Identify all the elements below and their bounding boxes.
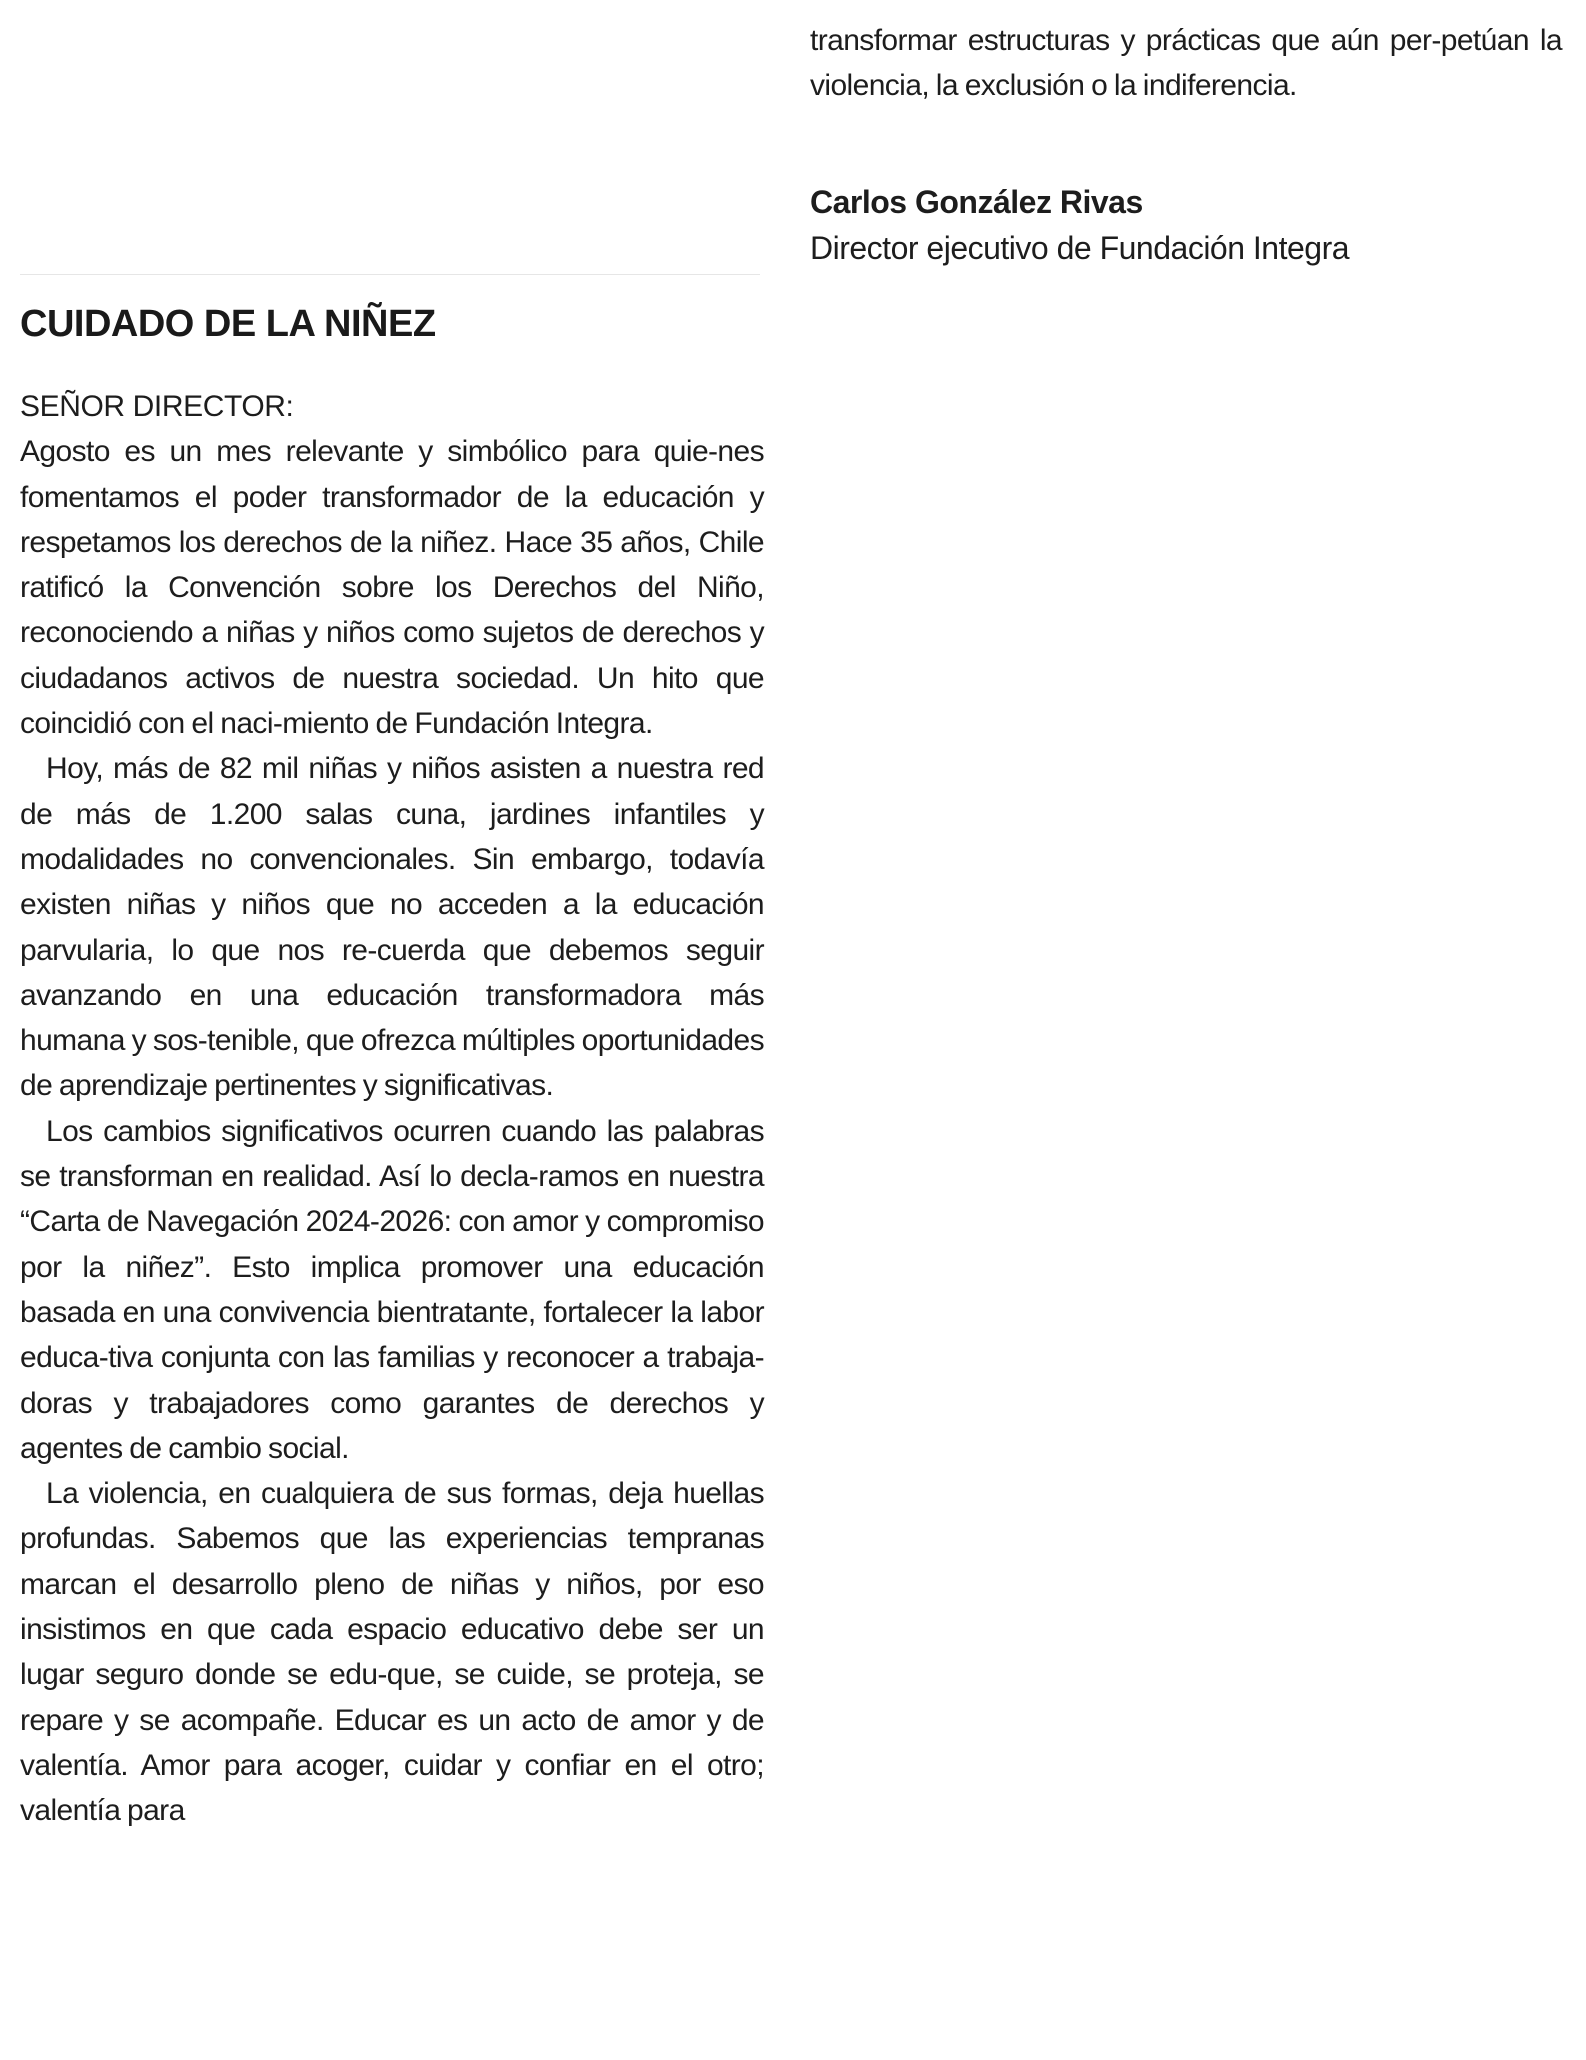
letter-salutation: SEÑOR DIRECTOR: [20, 390, 294, 423]
letter-paragraph: Hoy, más de 82 mil niñas y niños asisten a nuestra red de más de 1.200 salas cuna, jardines infantiles y modalidades no convencionales. Sin embargo, todavía existen niñas y niños que no acceden a la educación parvularia, lo que nos re-cuerda que debemos seguir avanzando en una educación transformadora más humana y sos-tenible, que ofrezca múltiples oportunidades de aprendizaje pertinentes y significativas. [20, 752, 764, 1103]
letter-closing-text: transformar estructuras y prácticas que aún per-petúan la violencia, la exclusión o la indiferencia. [810, 24, 1562, 103]
author-name: Carlos González Rivas [810, 183, 1143, 220]
letter-paragraph: La violencia, en cualquiera de sus formas, deja huellas profundas. Sabemos que las experiencias tempranas marcan el desarrollo pleno de niñas y niños, por eso insistimos en que cada espacio educativo debe ser un lugar seguro donde se edu-que, se cuide, se proteja, se repare y se acompañe. Educar es un acto de amor y de valentía. Amor para acoger, cuidar y confiar en el otro; valentía para [20, 1477, 764, 1828]
letter-paragraph: Agosto es un mes relevante y simbólico para quie-nes fomentamos el poder transformador de la educación y respetamos los derechos de la niñez. Hace 35 años, Chile ratificó la Convención sobre los Derechos del Niño, reconociendo a niñas y niños como sujetos de derechos y ciudadanos activos de nuestra sociedad. Un hito que coincidió con el naci-miento de Fundación Integra. [20, 435, 764, 741]
letter-headline: CUIDADO DE LA NIÑEZ [20, 303, 436, 345]
letter-column [20, 275, 764, 1834]
letter-continuation-column [810, 18, 1562, 271]
letter-paragraph: Los cambios significativos ocurren cuando las palabras se transforman en realidad. Así lo decla-ramos en nuestra “Carta de Navegación 2024-2026: con amor y compromiso por la niñez”. Esto implica promover una educación basada en una convivencia bientratante, fortalecer la labor educa-tiva conjunta con las familias y reconocer a trabaja-doras y trabajadores como garantes de derechos y agentes de cambio social. [20, 1114, 764, 1465]
author-role: Director ejecutivo de Fundación Integra [810, 229, 1350, 266]
